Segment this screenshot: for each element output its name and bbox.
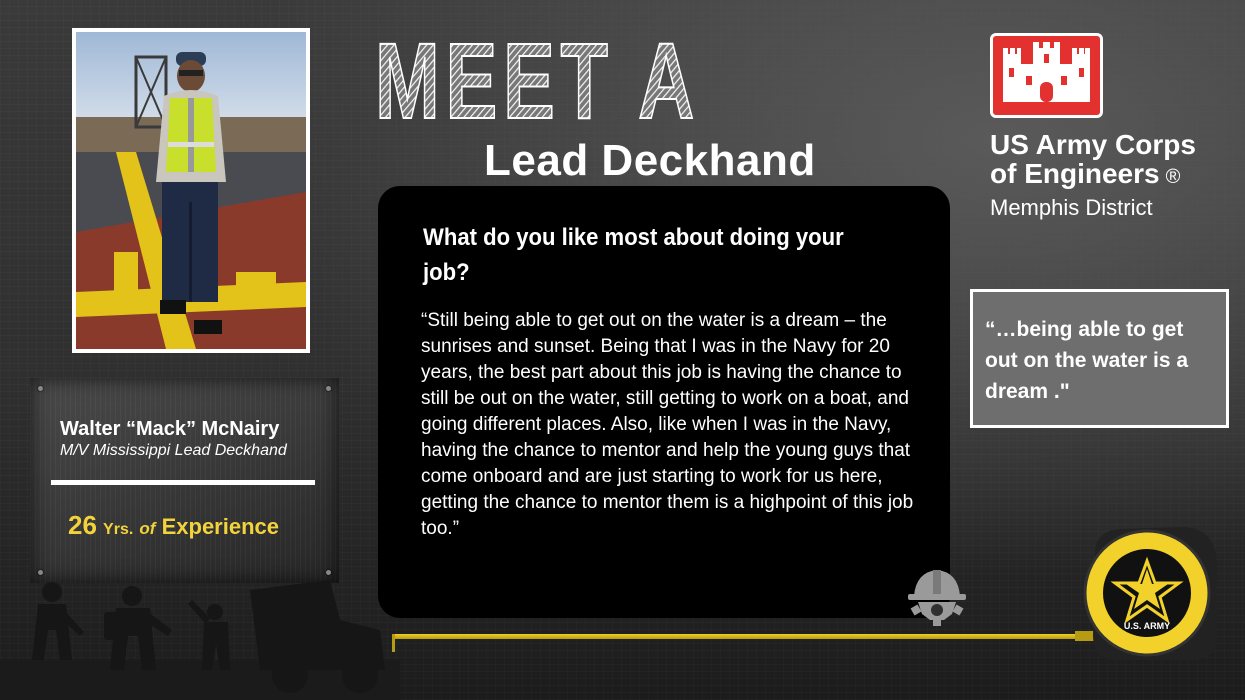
pull-quote-text: “…being able to get out on the water is a dream ." <box>985 318 1189 403</box>
person-name: Walter “Mack” McNairy <box>60 418 280 440</box>
district-name: Memphis District <box>990 195 1153 220</box>
organization-name-line1: US Army Corps <box>990 129 1196 160</box>
experience-years-label: Yrs. <box>103 521 134 538</box>
us-army-tape-measure <box>1075 523 1220 663</box>
person-role: M/V Mississippi Lead Deckhand <box>60 442 287 459</box>
rivet <box>38 386 43 391</box>
profile-photo <box>72 28 310 353</box>
experience-label: Experience <box>161 514 279 539</box>
usace-castle-logo <box>990 33 1103 118</box>
us-army-text: U.S. ARMY <box>1123 621 1171 631</box>
divider <box>51 480 315 485</box>
deckhand-photo-illustration <box>76 32 306 349</box>
organization-name-line2: of Engineers <box>990 158 1160 189</box>
title-role: Lead Deckhand <box>484 136 816 185</box>
experience-line <box>68 510 279 541</box>
pull-quote-box <box>970 289 1229 428</box>
qa-panel <box>378 186 950 618</box>
title-meet-a <box>375 20 705 141</box>
question-text: What do you like most about doing your job? <box>423 224 844 286</box>
tape-tick <box>392 634 395 652</box>
organization-name-line2-wrap <box>990 159 1196 192</box>
rivet <box>326 386 331 391</box>
castle-icon <box>993 36 1100 115</box>
registered-mark: ® <box>1165 166 1181 188</box>
title-line1: MEET A <box>375 20 700 141</box>
hardhat-gear-icon <box>904 562 970 628</box>
organization-name <box>990 130 1196 192</box>
experience-years: 26 <box>68 510 97 540</box>
experience-of-label: of <box>139 519 156 538</box>
workers-silhouette-graphic <box>0 560 400 700</box>
name-plate <box>30 378 339 583</box>
answer-text: “Still being able to get out on the water is a dream – the sunrises and sunset. Being that I was in the Navy for 20 years, the best part about this job is having the chance to still be out on the water, still getting to work on a boat, and going different places. Also, like when I was in the Navy, having the chance to mentor and help the young guys that come onboard and are just starting to work for us here, getting the chance to mentor them is a highpoint of this job too.” <box>421 310 914 539</box>
tape-line <box>392 634 1092 639</box>
